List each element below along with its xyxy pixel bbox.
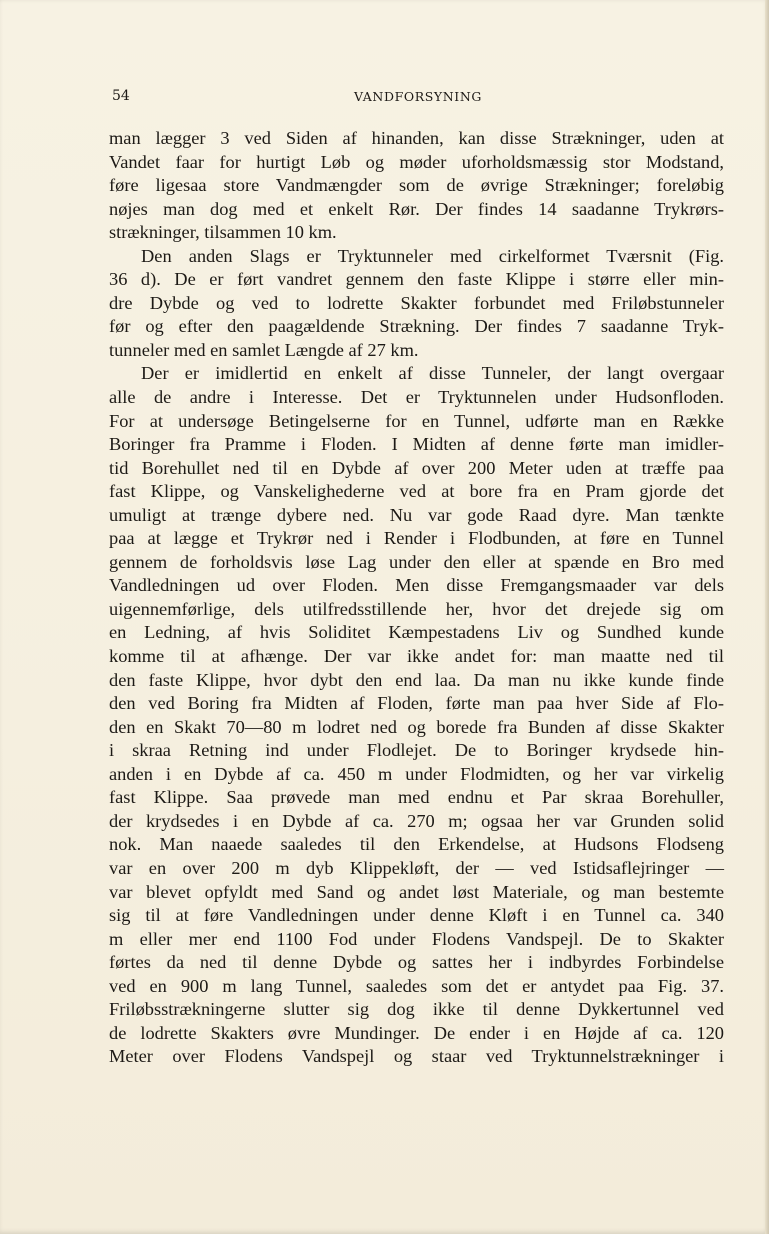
text-line: sig til at føre Vandledningen under denne Kløft i en Tunnel ca. 340 [109, 905, 724, 926]
text-line: var en over 200 m dyb Klippekløft, der — ved Istidsaflejringer — [109, 857, 724, 878]
text-line: tunneler med en samlet Længde af 27 km. [109, 339, 419, 360]
text-line: den faste Klippe, hvor dybt den end laa. Da man nu ikke kunde finde [109, 669, 724, 690]
text-line: Den anden Slags er Tryktunneler med cirkelformet Tværsnit (Fig. [141, 245, 724, 266]
text-line: før og efter den paagældende Strækning. Der findes 7 saadanne Tryk- [109, 316, 724, 337]
text-line: Boringer fra Pramme i Floden. I Midten af denne førte man imidler- [109, 434, 724, 455]
page-number: 54 [112, 88, 130, 104]
text-line: anden i en Dybde af ca. 450 m under Flodmidten, og her var virkelig [109, 763, 724, 784]
text-line: tid Borehullet ned til en Dybde af over 200 Meter uden at træffe paa [109, 457, 724, 478]
text-line: umuligt at trænge dybere ned. Nu var gode Raad dyre. Man tænkte [109, 504, 724, 525]
text-line: var blevet opfyldt med Sand og andet løst Materiale, og man bestemte [109, 881, 724, 902]
text-line: 36 d). De er ført vandret gennem den faste Klippe i større eller min- [109, 269, 724, 290]
text-line: m eller mer end 1100 Fod under Flodens Vandspejl. De to Skakter [109, 928, 724, 949]
text-line: nøjes man dog med et enkelt Rør. Der findes 14 saadanne Trykrørs- [109, 198, 724, 219]
text-line: de lodrette Skakters øvre Mundinger. De ender i en Højde af ca. 120 [109, 1022, 724, 1043]
body-text [109, 127, 724, 1069]
text-line: man lægger 3 ved Siden af hinanden, kan disse Strækninger, uden at [109, 128, 724, 148]
running-head: VANDFORSYNING [354, 89, 482, 104]
text-line: en Ledning, af hvis Soliditet Kæmpestadens Liv og Sundhed kunde [109, 622, 724, 643]
text-line: førtes da ned til denne Dybde og sattes her i indbyrdes Forbindelse [109, 952, 724, 973]
text-line: nok. Man naaede saaledes til den Erkendelse, at Hudsons Flodseng [109, 834, 724, 855]
text-line: den en Skakt 70—80 m lodret ned og borede fra Bunden af disse Skakter [109, 716, 724, 737]
text-line: dre Dybde og ved to lodrette Skakter forbundet med Friløbstunneler [109, 292, 724, 313]
text-line: Meter over Flodens Vandspejl og staar ved Tryktunnelstrækninger i [109, 1046, 724, 1067]
text-line: fast Klippe, og Vanskelighederne ved at bore fra en Pram gjorde det [109, 481, 724, 502]
page-header [112, 88, 724, 110]
page-edge [765, 0, 769, 1234]
text-line: den ved Boring fra Midten af Floden, førte man paa hver Side af Flo- [109, 693, 724, 714]
text-line: Friløbsstrækningerne slutter sig dog ikke til denne Dykkertunnel ved [109, 999, 724, 1020]
text-line: alle de andre i Interesse. Det er Tryktunnelen under Hudsonfloden. [109, 387, 724, 408]
text-line: i skraa Retning ind under Flodlejet. De to Boringer krydsede hin- [109, 740, 724, 761]
text-line: føre ligesaa store Vandmængder som de øvrige Strækninger; foreløbig [109, 175, 724, 196]
text-line: komme til at afhænge. Der var ikke andet for: man maatte ned til [109, 646, 724, 667]
text-line: gennem de forholdsvis løse Lag under den eller at spænde en Bro med [109, 551, 724, 572]
text-line: strækninger, tilsammen 10 km. [109, 222, 337, 243]
text-line: fast Klippe. Saa prøvede man med endnu et Par skraa Borehuller, [109, 787, 724, 808]
text-line: Vandledningen ud over Floden. Men disse Fremgangsmaader var dels [109, 575, 724, 596]
text-line: der krydsedes i en Dybde af ca. 270 m; ogsaa her var Grunden solid [109, 810, 724, 831]
text-line: For at undersøge Betingelserne for en Tunnel, udførte man en Række [109, 410, 724, 431]
text-line: Vandet faar for hurtigt Løb og møder uforholdsmæssig stor Modstand, [109, 151, 724, 172]
text-line: ved en 900 m lang Tunnel, saaledes som det er antydet paa Fig. 37. [109, 975, 724, 996]
text-line: paa at lægge et Trykrør ned i Render i Flodbunden, at føre en Tunnel [109, 528, 724, 549]
text-line: uigennemførlige, dels utilfredsstillende her, hvor det drejede sig om [109, 598, 724, 619]
text-line: Der er imidlertid en enkelt af disse Tunneler, der langt overgaar [141, 363, 724, 384]
